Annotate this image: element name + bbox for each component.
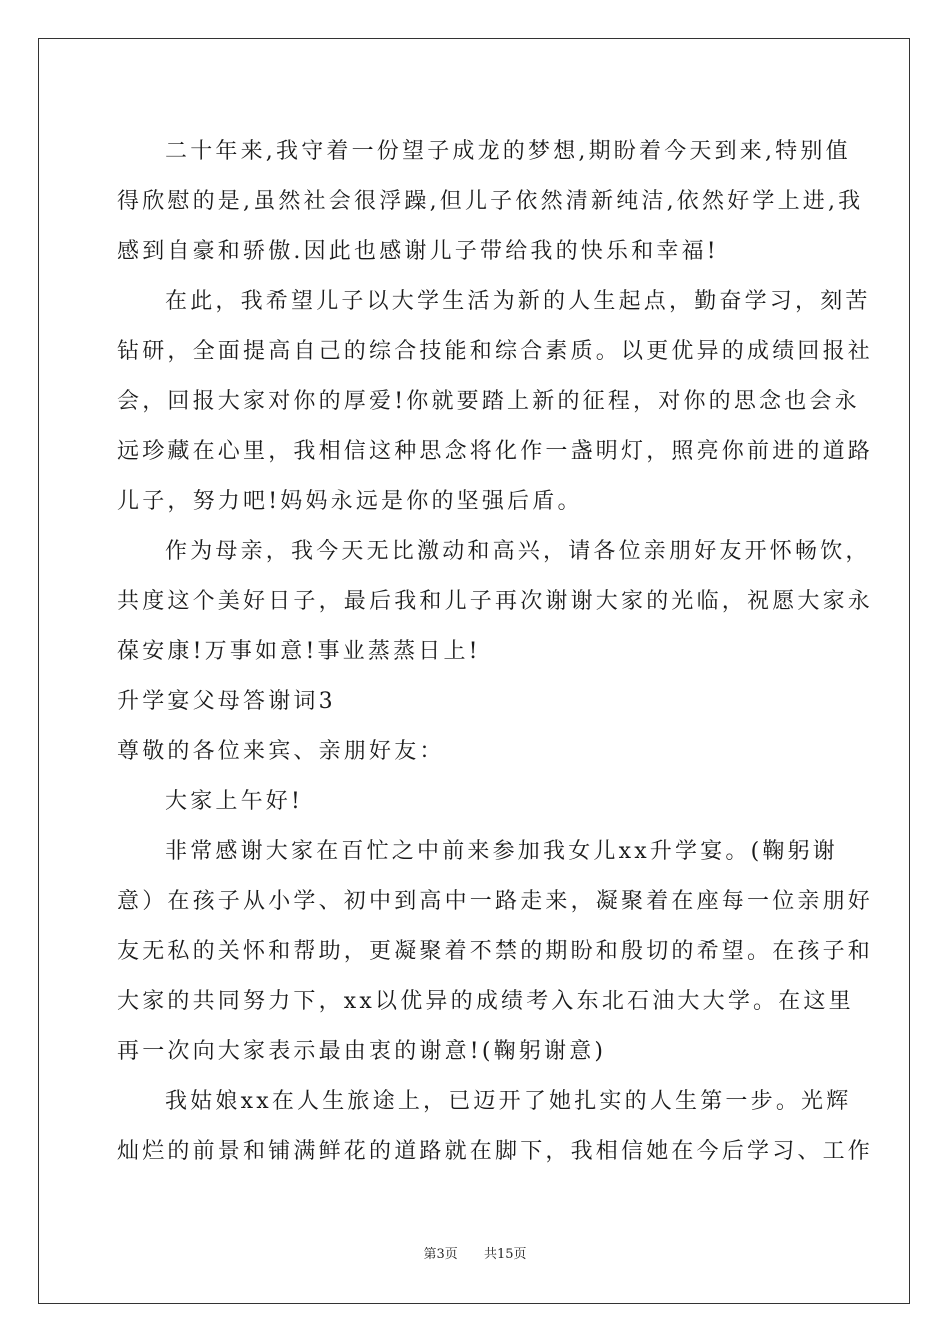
paragraph-line: 儿子，努力吧!妈妈永远是你的坚强后盾。 (117, 489, 583, 514)
paragraph-line: 钻研，全面提高自己的综合技能和综合素质。以更优异的成绩回报社 (117, 339, 874, 364)
page-number: 第3页 (423, 1247, 458, 1262)
paragraph-line: 非常感谢大家在百忙之中前来参加我女儿xx升学宴。(鞠躬谢 (165, 839, 838, 864)
paragraph-line: 共度这个美好日子，最后我和儿子再次谢谢大家的光临，祝愿大家永 (117, 589, 874, 614)
paragraph-line: 会，回报大家对你的厚爱!你就要踏上新的征程，对你的思念也会永 (117, 389, 860, 414)
paragraph-line: 得欣慰的是,虽然社会很浮躁,但儿子依然清新纯洁,依然好学上进,我 (117, 189, 864, 214)
paragraph-line: 远珍藏在心里，我相信这种思念将化作一盏明灯，照亮你前进的道路 (117, 439, 874, 464)
paragraph-line: 我姑娘xx在人生旅途上，已迈开了她扎实的人生第一步。光辉 (165, 1089, 852, 1114)
paragraph-line: 葆安康!万事如意!事业蒸蒸日上! (117, 639, 481, 664)
salutation: 尊敬的各位来宾、亲朋好友： (117, 739, 445, 764)
paragraph-line: 二十年来,我守着一份望子成龙的梦想,期盼着今天到来,特别值 (165, 139, 851, 164)
paragraph-line: 大家的共同努力下，xx以优异的成绩考入东北石油大大学。在这里 (117, 989, 854, 1014)
greeting: 大家上午好! (165, 789, 304, 814)
page-footer (0, 1243, 950, 1262)
page-total: 共15页 (484, 1247, 527, 1262)
paragraph-line: 作为母亲，我今天无比激动和高兴，请各位亲朋好友开怀畅饮， (165, 539, 871, 564)
section-heading: 升学宴父母答谢词3 (117, 689, 336, 714)
paragraph-line: 在此，我希望儿子以大学生活为新的人生起点，勤奋学习，刻苦 (165, 289, 871, 314)
paragraph-line: 意）在孩子从小学、初中到高中一路走来，凝聚着在座每一位亲朋好 (117, 889, 874, 914)
paragraph-line: 再一次向大家表示最由衷的谢意!(鞠躬谢意) (117, 1039, 607, 1064)
paragraph-line: 感到自豪和骄傲.因此也感谢儿子带给我的快乐和幸福! (117, 239, 719, 264)
paragraph-line: 灿烂的前景和铺满鲜花的道路就在脚下，我相信她在今后学习、工作 (117, 1139, 874, 1164)
paragraph-line: 友无私的关怀和帮助，更凝聚着不禁的期盼和殷切的希望。在孩子和 (117, 939, 874, 964)
